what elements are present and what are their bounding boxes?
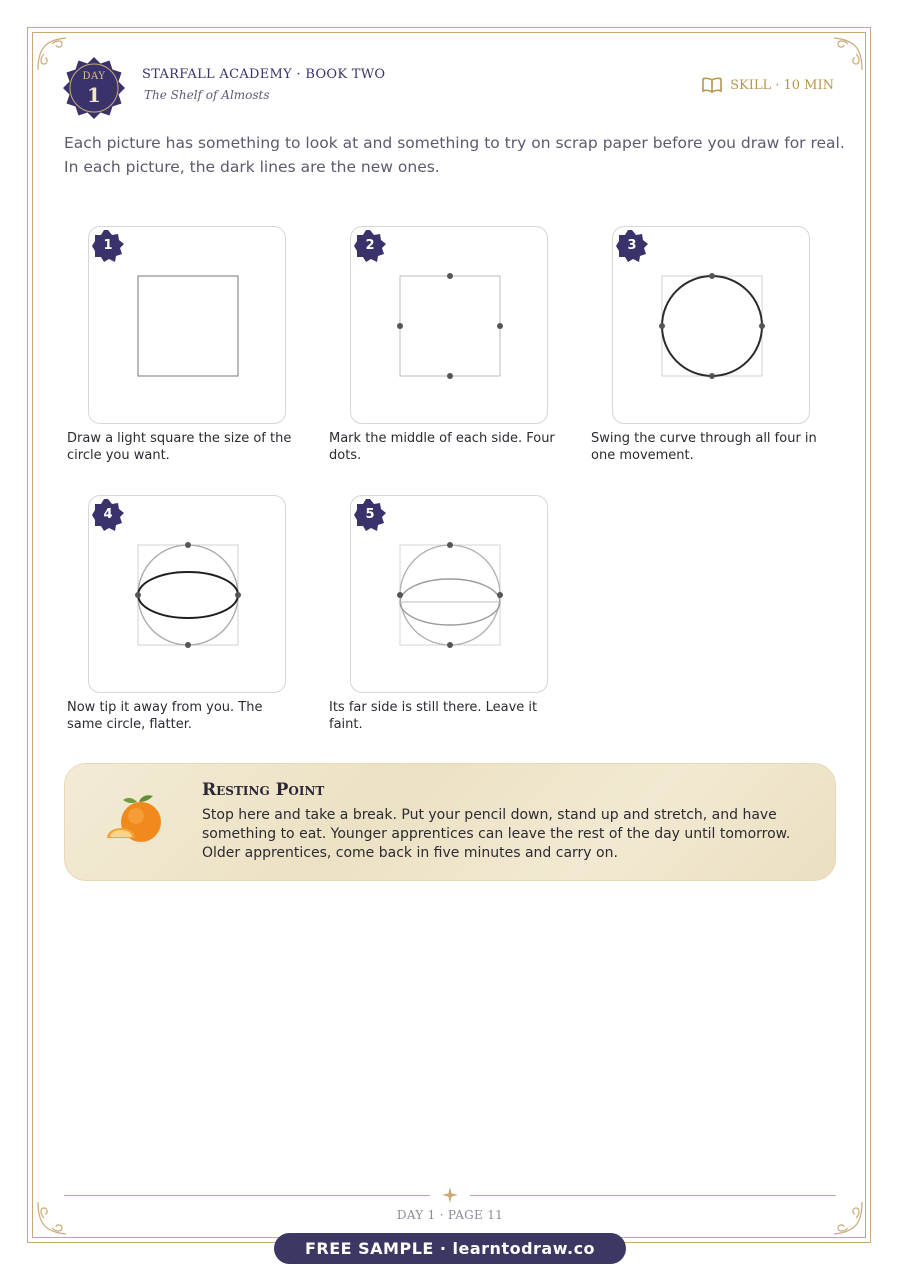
open-book-icon [702,77,722,93]
step-badge [353,229,387,263]
step-card-1 [88,226,286,424]
day-label: DAY [82,71,106,82]
step-number: 4 [103,507,113,522]
step-badge [353,498,387,532]
footer-divider-left [64,1195,430,1196]
step-caption-5: Its far side is still there. Leave it faint. [329,700,538,732]
step-caption-3: Swing the curve through all four in one movement. [591,431,817,463]
step-number: 5 [365,507,375,522]
step-number: 3 [627,238,637,253]
sparkle-icon [440,1186,460,1204]
step-card-3 [612,226,810,424]
skill-duration [702,77,834,93]
step-number: 2 [365,238,375,253]
step-badge [615,229,649,263]
step-badge [91,229,125,263]
intro-line-1: Each picture has something to look at and something to try on scrap paper before you draw for real. [64,134,845,152]
step-card-4 [88,495,286,693]
book-subtitle: The Shelf of Almosts [144,88,270,102]
resting-point-title: Resting Point [202,780,325,800]
intro-line-2: In each picture, the dark lines are the new ones. [64,158,440,176]
footer-divider-right [470,1195,836,1196]
step-caption-2: Mark the middle of each side. Four dots. [329,431,555,463]
step-caption-4: Now tip it away from you. The same circle, flatter. [67,700,263,732]
step-card-5 [350,495,548,693]
day-badge [62,56,126,120]
resting-point-text: Stop here and take a break. Put your pencil down, stand up and stretch, and have something to eat. Younger apprentices can leave the rest of the day until tomorrow. Older apprentices, come back in five minutes and carry on. [202,807,791,861]
intro-text [64,131,854,179]
step-card-2 [350,226,548,424]
day-number: 1 [87,83,101,107]
book-title: STARFALL ACADEMY · BOOK TWO [142,67,386,82]
free-sample-link[interactable]: FREE SAMPLE · learntodraw.co [274,1233,626,1264]
corner-flourish-icon [826,34,866,74]
resting-point-box [64,763,836,881]
step-number: 1 [103,238,113,253]
page-footer: DAY 1 · PAGE 11 [396,1208,504,1222]
step-badge [91,498,125,532]
orange-icon [103,788,169,854]
step-caption-1: Draw a light square the size of the circle you want. [67,431,292,463]
skill-label: SKILL · 10 MIN [730,77,834,93]
